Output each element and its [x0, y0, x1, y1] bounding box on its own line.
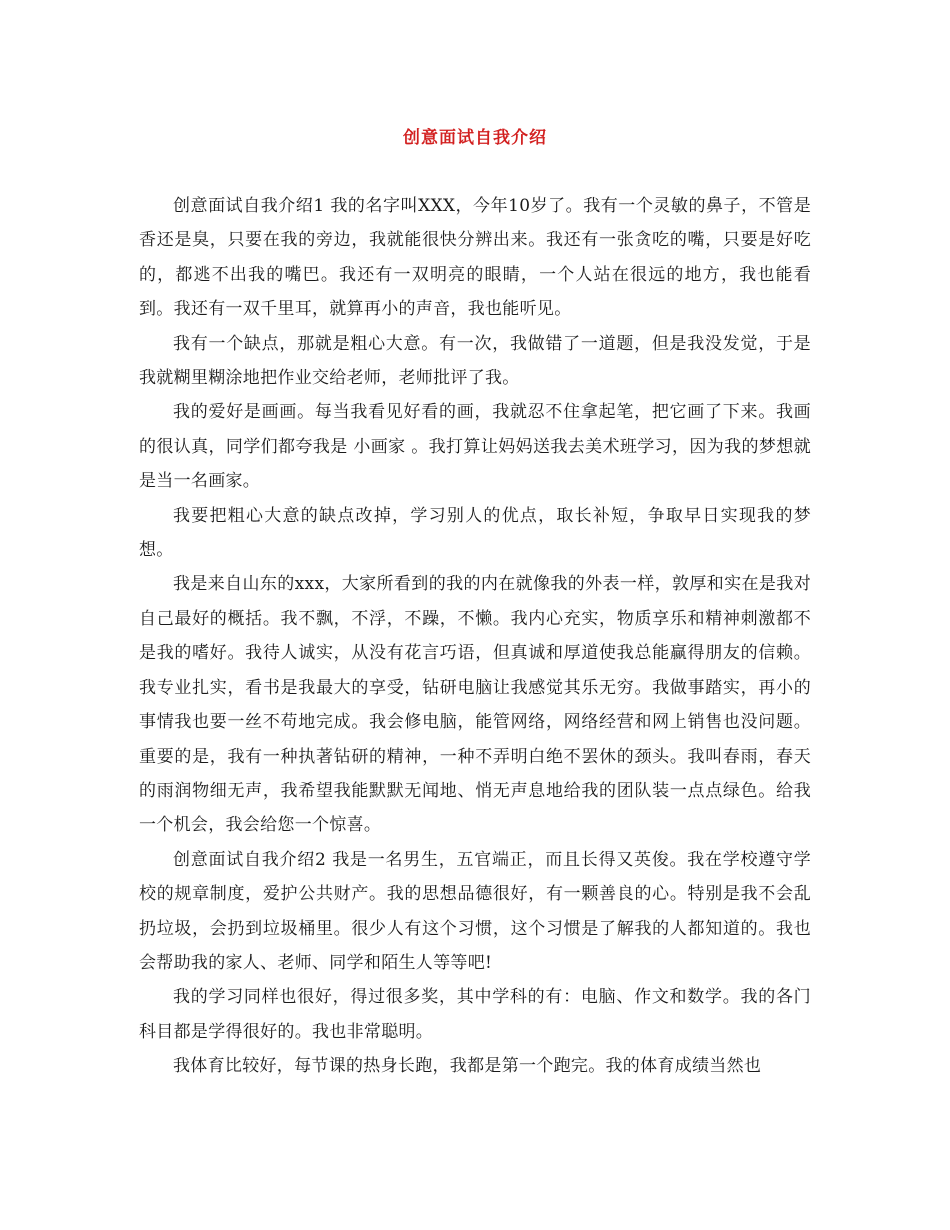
paragraph-6: 创意面试自我介绍2 我是一名男生，五官端正，而且长得又英俊。我在学校遵守学校的规章制度，爱护公共财产。我的思想品德很好，有一颗善良的心。特别是我不会乱扔垃圾，会扔到垃圾桶里。很少人有这个习惯，这个习惯是了解我的人都知道的。我也会帮助我的家人、老师、同学和陌生人等等吧! [139, 849, 811, 973]
paragraph-2: 我有一个缺点，那就是粗心大意。有一次，我做错了一道题，但是我没发觉，于是我就糊里糊涂地把作业交给老师，老师批评了我。 [139, 333, 811, 389]
paragraph-1: 创意面试自我介绍1 我的名字叫XXX，今年10岁了。我有一个灵敏的鼻子，不管是香还是臭，只要在我的旁边，我就能很快分辨出来。我还有一张贪吃的嘴，只要是好吃的，都逃不出我的嘴巴。我还有一双明亮的眼睛，一个人站在很远的地方，我也能看到。我还有一双千里耳，就算再小的声音，我也能听见。 [139, 196, 811, 320]
document-body [139, 189, 811, 1084]
paragraph-3: 我的爱好是画画。每当我看见好看的画，我就忍不住拿起笔，把它画了下来。我画的很认真，同学们都夸我是 小画家 。我打算让妈妈送我去美术班学习，因为我的梦想就是当一名画家。 [139, 402, 811, 492]
paragraph-7: 我的学习同样也很好，得过很多奖，其中学科的有：电脑、作文和数学。我的各门科目都是学得很好的。我也非常聪明。 [139, 987, 811, 1042]
paragraph-4: 我要把粗心大意的缺点改掉，学习别人的优点，取长补短，争取早日实现我的梦想。 [139, 505, 811, 561]
paragraph-5: 我是来自山东的xxx，大家所看到的我的内在就像我的外表一样，敦厚和实在是我对自己最好的概括。我不飘，不浮，不躁，不懒。我内心充实，物质享乐和精神刺激都不是我的嗜好。我待人诚实，从没有花言巧语，但真诚和厚道使我总能赢得朋友的信赖。我专业扎实，看书是我最大的享受，钻研电脑让我感觉其乐无穷。我做事踏实，再小的事情我也要一丝不苟地完成。我会修电脑，能管网络，网络经营和网上销售也没问题。重要的是，我有一种执著钻研的精神，一种不弄明白绝不罢休的颈头。我叫春雨，春天的雨润物细无声，我希望我能默默无闻地、悄无声息地给我的团队装一点点绿色。给我一个机会，我会给您一个惊喜。 [139, 574, 811, 836]
document-title: 创意面试自我介绍 [403, 128, 547, 148]
paragraph-8: 我体育比较好，每节课的热身长跑，我都是第一个跑完。我的体育成绩当然也 [173, 1056, 762, 1077]
